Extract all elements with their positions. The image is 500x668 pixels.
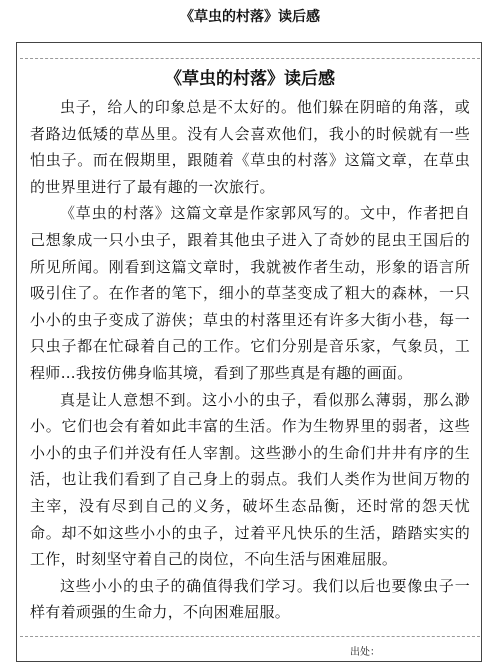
paragraph-1: 虫子，给人的印象总是不太好的。他们躲在阴暗的角落，或者路边低矮的草丛里。没有人会喜欢他们，我小的时候就有一些怕虫子。而在假期里，跟随着《草虫的村落》这篇文章，在草虫的世界里进行了最有趣的一次旅行。 xyxy=(30,98,470,196)
paragraph-3: 真是让人意想不到。这小小的虫子，看似那么薄弱，那么渺小。它们也会有着如此丰富的生活。作为生物界里的弱者，这些小小的虫子们并没有任人宰割。这些渺小的生命们井井有序的生活，也让我们看到了自己身上的弱点。我们人类作为世间万物的主宰，没有尽到自己的义务，破坏生态品衡，还时常的怨天忧命。却不如这些小小的虫子，过着平凡快乐的生活，踏踏实实的工作，时刻坚守着自己的岗位，不向生活与困难屈服。 xyxy=(30,390,470,569)
paragraph-2: 《草虫的村落》这篇文章是作家郭风写的。文中，作者把自己想象成一只小虫子，跟着其他虫子进入了奇妙的昆虫王国后的所见所闻。刚看到这篇文章时，我就被作者生动，形象的语言所吸引住了。在作者的笔下，细小的草茎变成了粗大的森林，一只小小的虫子变成了游侠；草虫的村落里还有许多大街小巷，每一只虫子都在忙碌着自己的工作。它们分别是音乐家，气象员，工程师…我按仿佛身临其境，看到了那些真是有趣的画面。 xyxy=(30,204,470,382)
paragraph-4: 这些小小的虫子的确值得我们学习。我们以后也要像虫子一样有着顽强的生命力，不向困难屈服。 xyxy=(30,576,470,622)
document-body xyxy=(30,94,470,626)
bottom-divider xyxy=(20,636,480,637)
document-title: 《草虫的村落》读后感 xyxy=(165,69,335,89)
top-divider xyxy=(20,58,480,59)
source-label: 出处： xyxy=(350,647,380,658)
page-header: 《草虫的村落》读后感 xyxy=(180,9,320,25)
